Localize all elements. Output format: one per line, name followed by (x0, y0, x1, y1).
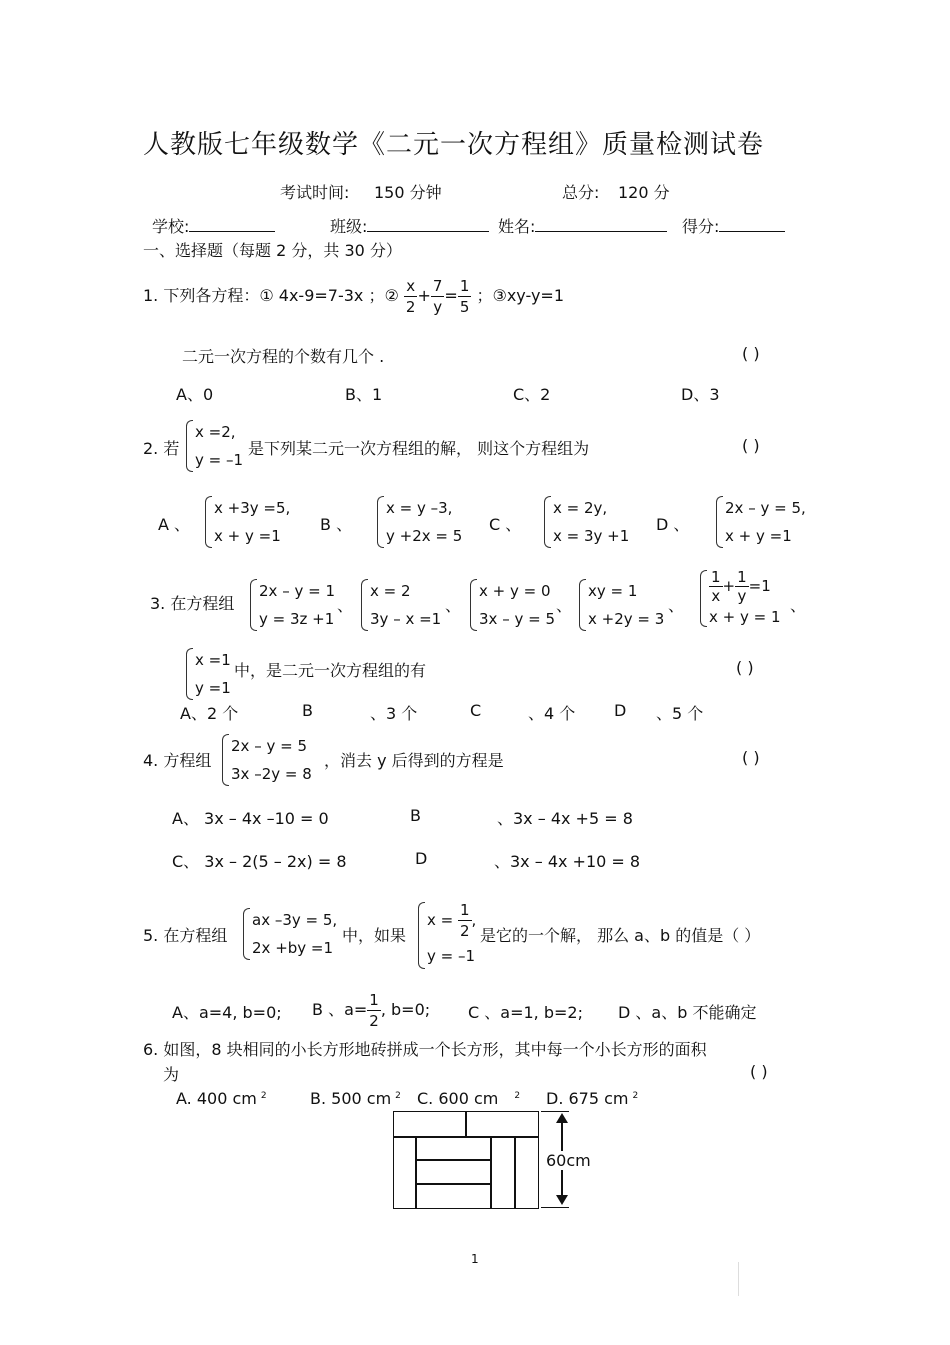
q3-sep-2: 、 (445, 596, 462, 615)
q3-label-c: C (470, 701, 482, 720)
q1-lead: 1. 下列各方程：① 4x-9=7-3x ；② (143, 286, 399, 305)
q6-figure (393, 1111, 591, 1211)
total-score-value: 120 分 (618, 183, 670, 202)
name-blank[interactable] (535, 217, 667, 232)
q3-sep-1: 、 (337, 596, 354, 615)
school-label: 学校: (152, 217, 190, 236)
q2-label-a: A 、 (158, 515, 191, 534)
q6-option-d[interactable]: D. 675 cm $^2$ (546, 1089, 639, 1108)
q5-solution: x = $\frac{1}{2}$ , y = –1 (418, 900, 476, 971)
page-number: 1 (471, 1252, 479, 1266)
q2-option-a[interactable]: x +3y =5, x + y =1 (205, 494, 290, 550)
q5-mid: 中，如果 (342, 926, 407, 945)
q6-option-a[interactable]: A. 400 cm $^2$ (176, 1089, 267, 1108)
q4-lead: 4. 方程组 (143, 751, 212, 770)
q5-option-c[interactable]: C 、a=1, b=2; (468, 1003, 583, 1022)
q1-answer-bracket[interactable]: ( ) (742, 344, 760, 363)
q4-text: ，消去 y 后得到的方程是 (324, 751, 504, 770)
q1-option-c[interactable]: C、2 (513, 385, 551, 404)
q3-text: 中，是二元一次方程组的有 (234, 661, 427, 680)
q3-system-1: 2x – y = 1 y = 3z +1 (250, 577, 335, 633)
page-title: 人教版七年级数学《二元一次方程组》质量检测试卷 (143, 130, 765, 160)
q2-label-c: C 、 (489, 515, 522, 534)
q3-label-b: B (302, 701, 313, 720)
q5-lead: 5. 在方程组 (143, 926, 228, 945)
q1-option-b[interactable]: B、1 (345, 385, 383, 404)
arrow-down-icon (556, 1195, 568, 1205)
q3-sep-3: 、 (556, 596, 573, 615)
q2-option-b[interactable]: x = y –3, y +2x = 5 (377, 494, 462, 550)
q3-sep-5: 、 (790, 596, 807, 615)
q2-solution-system: x =2, y = –1 (186, 418, 243, 474)
q3-option-b[interactable]: 、3 个 (370, 704, 418, 723)
q3-answer-bracket[interactable]: ( ) (736, 658, 754, 677)
q3-option-d[interactable]: 、5 个 (656, 704, 704, 723)
q3-system-6: x =1 y =1 (186, 646, 231, 702)
q3-system-2: x = 2 3y – x =1 (361, 577, 441, 633)
q4-answer-bracket[interactable]: ( ) (742, 748, 760, 767)
q5-option-a[interactable]: A、a=4, b=0; (172, 1003, 282, 1022)
q2-option-d[interactable]: 2x – y = 5, x + y =1 (716, 494, 806, 550)
q5-system: ax –3y = 5, 2x +by =1 (243, 906, 337, 962)
question-1: 1. 下列各方程：① 4x-9=7-3x ；② $\frac{x}{2}$ + $\frac{7}{y}$ = $\frac{1}{5}$ ；③xy-y=1 (143, 277, 565, 316)
q4-label-d: D (415, 849, 428, 868)
q1-tail: ；③xy-y=1 (476, 286, 565, 305)
q6-line2: 为 (163, 1065, 180, 1084)
q1-option-d[interactable]: D、3 (681, 385, 720, 404)
q1-option-a[interactable]: A、0 (176, 385, 214, 404)
q2-label-b: B 、 (320, 515, 353, 534)
margin-line (738, 1262, 739, 1296)
q2-lead: 2. 若 (143, 439, 180, 458)
section-header: 一、选择题（每题 2 分，共 30 分） (143, 241, 402, 260)
q3-system-4: xy = 1 x +2y = 3 (579, 577, 664, 633)
exam-time-label: 考试时间: (280, 183, 350, 202)
q5-option-d[interactable]: D 、a、b 不能确定 (618, 1003, 757, 1022)
name-label: 姓名: (498, 217, 536, 236)
q4-option-a[interactable]: A、 3x – 4x –10 = 0 (172, 809, 329, 828)
q3-option-a[interactable]: A、2 个 (180, 704, 239, 723)
q3-system-3: x + y = 0 3x – y = 5 (470, 577, 555, 633)
score-label: 得分: (682, 217, 720, 236)
q5-text: 是它的一个解， 那么 a、b 的值是（ ） (480, 926, 761, 945)
q2-answer-bracket[interactable]: ( ) (742, 436, 760, 455)
class-label: 班级: (330, 217, 368, 236)
q3-option-c[interactable]: 、4 个 (528, 704, 576, 723)
dimension-label: 60cm (546, 1151, 591, 1170)
q1-frac-3: $\frac{1}{5}$ (459, 277, 470, 316)
q4-option-b[interactable]: 、3x – 4x +5 = 8 (497, 809, 633, 828)
name-field[interactable] (498, 214, 667, 237)
q3-label-d: D (614, 701, 627, 720)
q6-answer-bracket[interactable]: ( ) (750, 1062, 768, 1081)
q1-frac-1: $\frac{x}{2}$ (405, 277, 416, 316)
q2-text: 是下列某二元一次方程组的解， 则这个方程组为 (248, 439, 590, 458)
q6-option-c[interactable]: C. 600 cm $^2$ (417, 1089, 521, 1108)
q6-line1: 6. 如图，8 块相同的小长方形地砖拼成一个长方形，其中每一个小长方形的面积 (143, 1040, 707, 1059)
school-field[interactable] (152, 214, 275, 237)
q2-option-c[interactable]: x = 2y, x = 3y +1 (544, 494, 629, 550)
q3-lead: 3. 在方程组 (150, 594, 235, 613)
q4-label-b: B (410, 806, 421, 825)
score-blank[interactable] (719, 217, 785, 232)
q4-option-c[interactable]: C、 3x – 2(5 – 2x) = 8 (172, 852, 347, 871)
q4-system: 2x – y = 5 3x –2y = 8 (222, 732, 312, 788)
q4-option-d[interactable]: 、3x – 4x +10 = 8 (494, 852, 641, 871)
q5-option-b[interactable]: B 、a= $\frac{1}{2}$ , b=0; (312, 991, 431, 1030)
q6-option-b[interactable]: B. 500 cm $^2$ (310, 1089, 401, 1108)
exam-time-value: 150 分钟 (374, 183, 442, 202)
class-blank[interactable] (367, 217, 489, 232)
arrow-up-icon (556, 1113, 568, 1123)
total-score-label: 总分: (562, 183, 600, 202)
class-field[interactable] (330, 214, 489, 237)
q3-system-5: $\frac{1}{x}$ + $\frac{1}{y}$ =1 x + y = 1 (700, 568, 781, 629)
q2-label-d: D 、 (656, 515, 690, 534)
school-blank[interactable] (189, 217, 275, 232)
q1-frac-2: $\frac{7}{y}$ (432, 277, 443, 316)
q3-sep-4: 、 (668, 596, 685, 615)
score-field[interactable] (682, 214, 785, 237)
q1-line2: 二元一次方程的个数有几个 . (182, 347, 385, 366)
